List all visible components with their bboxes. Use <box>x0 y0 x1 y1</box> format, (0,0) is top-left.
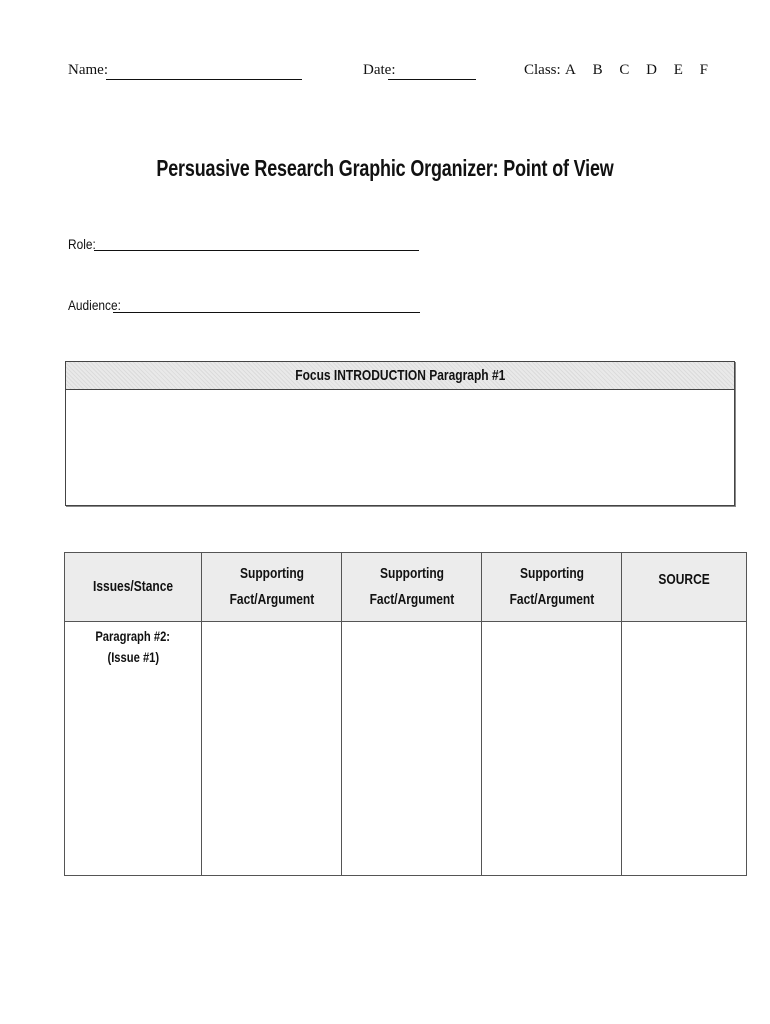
role-field[interactable] <box>94 250 419 251</box>
supporting-cell-1[interactable] <box>202 622 342 876</box>
paragraph-label-line1: Paragraph #2: <box>95 628 171 644</box>
name-field[interactable] <box>106 79 302 80</box>
page-title: Persuasive Research Graphic Organizer: Point of View <box>156 155 614 181</box>
column-header-sublabel: Fact/Argument <box>369 591 454 608</box>
column-header-issues <box>65 553 202 622</box>
date-label: Date: <box>363 62 396 78</box>
column-header-sublabel: Fact/Argument <box>509 591 594 608</box>
column-header-label: Supporting <box>379 565 444 582</box>
table-header-row <box>65 553 747 622</box>
class-option-a[interactable]: A <box>565 62 576 78</box>
class-label: Class: <box>524 62 561 78</box>
name-label: Name: <box>68 62 108 78</box>
table-row <box>65 622 747 876</box>
role-label: Role: <box>68 236 96 252</box>
column-header-supporting-3 <box>482 553 622 622</box>
paragraph-label <box>65 622 201 668</box>
intro-heading <box>66 362 734 390</box>
source-cell[interactable] <box>622 622 747 876</box>
audience-field[interactable] <box>113 312 420 313</box>
paragraph-label-line2: (Issue #1) <box>107 649 159 665</box>
intro-heading-text: Focus INTRODUCTION Paragraph #1 <box>294 367 506 384</box>
class-option-c[interactable]: C <box>619 62 630 78</box>
class-option-b[interactable]: B <box>592 62 603 78</box>
supporting-cell-3[interactable] <box>482 622 622 876</box>
column-header-label: Supporting <box>239 565 304 582</box>
class-option-d[interactable]: D <box>646 62 657 78</box>
column-header-supporting-2 <box>342 553 482 622</box>
column-header-label: Supporting <box>519 565 584 582</box>
class-option-e[interactable]: E <box>673 62 683 78</box>
audience-label: Audience: <box>68 297 121 313</box>
column-header-sublabel: Fact/Argument <box>229 591 314 608</box>
column-header-label: SOURCE <box>658 571 710 588</box>
research-table <box>64 552 747 876</box>
class-option-f[interactable]: F <box>699 62 708 78</box>
issue-cell[interactable] <box>65 622 202 876</box>
column-header-supporting-1 <box>202 553 342 622</box>
intro-paragraph-box <box>65 361 735 506</box>
column-header-source <box>622 553 747 622</box>
date-field[interactable] <box>388 79 476 80</box>
column-header-label: Issues/Stance <box>92 578 174 595</box>
class-options <box>565 62 721 79</box>
supporting-cell-2[interactable] <box>342 622 482 876</box>
intro-writing-area[interactable] <box>66 390 734 505</box>
